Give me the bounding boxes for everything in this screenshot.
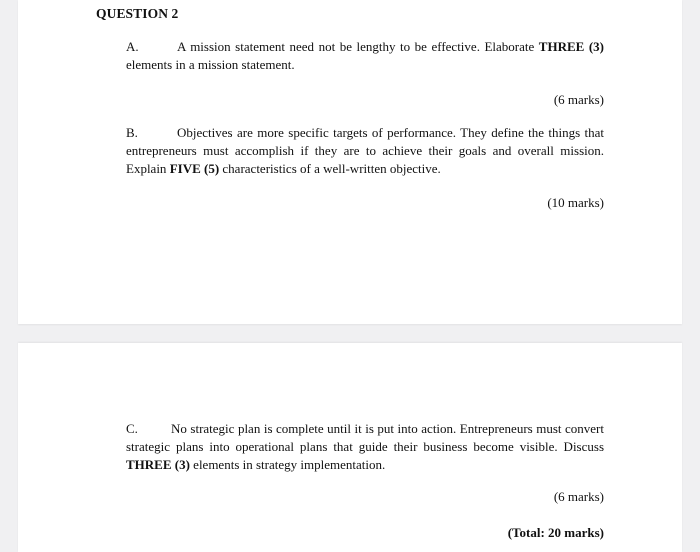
part-a-letter: A. bbox=[126, 39, 139, 54]
question-heading: QUESTION 2 bbox=[96, 6, 179, 21]
part-b-marks: (10 marks) bbox=[547, 195, 604, 210]
total-marks: (Total: 20 marks) bbox=[507, 525, 604, 540]
exam-page-1 bbox=[18, 0, 682, 324]
part-a-marks: (6 marks) bbox=[553, 92, 604, 107]
part-b-text-1: Objectives are more specific targets of performance. They define the things that entrepreneurs must accomplish if they are to achieve their goals and overall mission. Explain bbox=[126, 125, 604, 176]
part-b-letter: B. bbox=[126, 125, 138, 140]
part-a-bold: THREE (3) bbox=[538, 39, 604, 54]
part-c-marks: (6 marks) bbox=[553, 489, 604, 504]
exam-page-2 bbox=[18, 343, 682, 552]
part-c-letter: C. bbox=[126, 421, 138, 436]
part-b-bold: FIVE (5) bbox=[169, 161, 220, 176]
part-b-text-2: characteristics of a well-written objective. bbox=[219, 161, 441, 176]
question-part-a bbox=[126, 38, 604, 74]
question-part-b bbox=[126, 124, 604, 178]
question-part-c bbox=[126, 420, 604, 474]
part-c-bold: THREE (3) bbox=[126, 457, 190, 472]
part-c-text-2: elements in strategy implementation. bbox=[189, 457, 386, 472]
part-a-text-2: elements in a mission statement. bbox=[126, 57, 295, 72]
part-c-text-1: No strategic plan is complete until it is put into action. Entrepreneurs must convert strategic plans into operational plans that guide their business become visible. Discuss bbox=[126, 421, 604, 454]
part-a-text-1: A mission statement need not be lengthy to be effective. Elaborate bbox=[177, 39, 539, 54]
